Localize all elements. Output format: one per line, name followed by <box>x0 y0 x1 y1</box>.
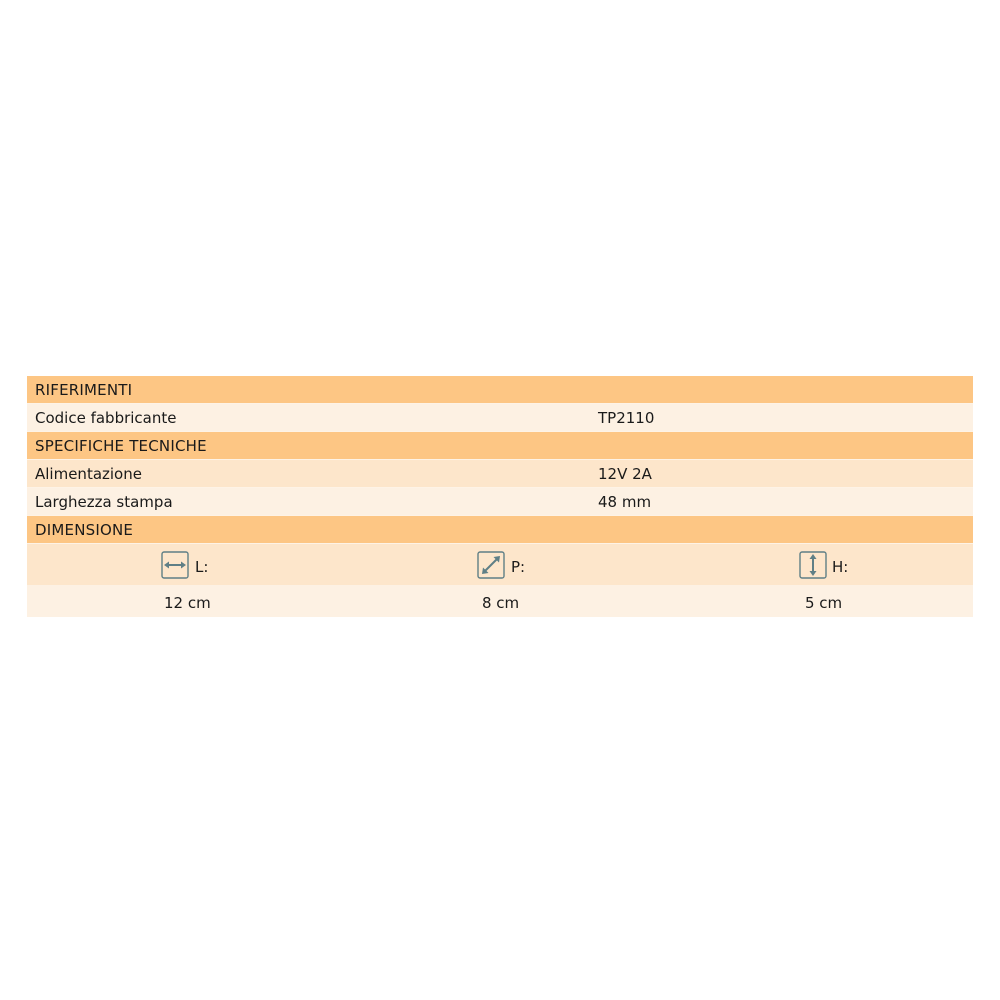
section-title: SPECIFICHE TECNICHE <box>35 437 207 455</box>
spec-label: Alimentazione <box>35 465 142 483</box>
spec-value: 12V 2A <box>598 465 652 483</box>
spec-row-codice-fabbricante <box>27 404 973 432</box>
section-header-specifiche <box>27 432 973 460</box>
depth-arrow-icon <box>477 551 505 579</box>
dimension-value-depth: 8 cm <box>482 594 520 612</box>
dimension-value-height: 5 cm <box>805 594 843 612</box>
spec-value: TP2110 <box>598 409 655 427</box>
dimension-icons-row <box>27 544 973 585</box>
section-title: RIFERIMENTI <box>35 381 133 399</box>
dimension-label: L: <box>195 558 209 576</box>
spec-table <box>27 376 973 617</box>
spec-row-alimentazione <box>27 460 973 488</box>
width-arrow-icon <box>161 551 189 579</box>
spec-label: Larghezza stampa <box>35 493 173 511</box>
spec-value: 48 mm <box>598 493 652 511</box>
height-arrow-icon <box>799 551 827 579</box>
dimension-label: P: <box>511 558 526 576</box>
dimension-values-row <box>27 585 973 617</box>
dimension-value-width: 12 cm <box>164 594 211 612</box>
spec-row-larghezza-stampa <box>27 488 973 516</box>
section-header-dimensione <box>27 516 973 544</box>
section-title: DIMENSIONE <box>35 521 134 539</box>
section-header-riferimenti <box>27 376 973 404</box>
spec-label: Codice fabbricante <box>35 409 177 427</box>
dimension-label: H: <box>832 558 849 576</box>
